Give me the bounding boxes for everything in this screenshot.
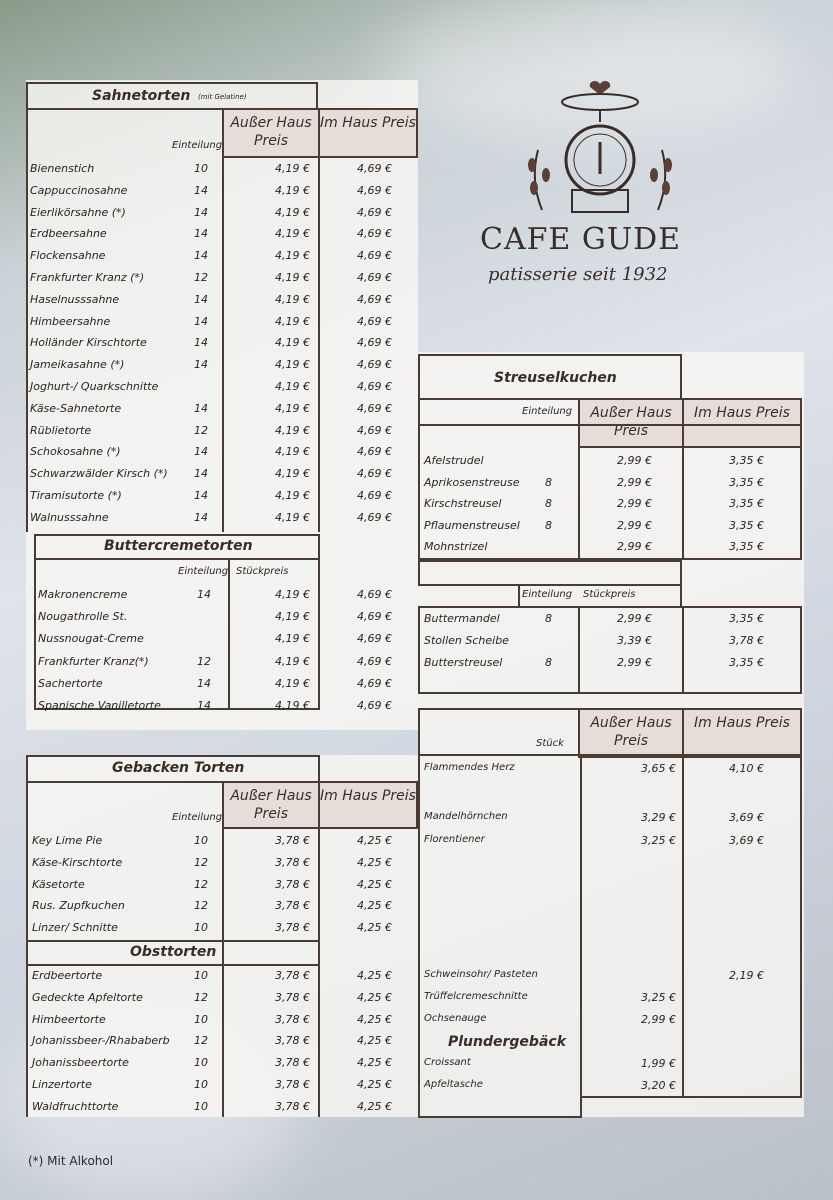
row-price-ausser: 2,99 € <box>617 475 652 489</box>
row-name: Gedeckte Apfeltorte <box>32 990 143 1004</box>
row-price-ausser: 4,19 € <box>275 249 310 263</box>
row-price-im: 4,25 € <box>357 1034 392 1048</box>
row-price-ausser: 4,19 € <box>275 489 310 502</box>
row-price-ausser: 2,99 € <box>617 454 652 467</box>
stueck-col-stueck: Stück <box>536 738 564 749</box>
gebacken-col-ausser: Außer Haus Preis <box>222 781 320 829</box>
streusel-col-ausser: Außer Haus Preis <box>578 398 684 448</box>
stueck-col-ausser: Außer Haus Preis <box>578 708 684 758</box>
row-price-im: 4,69 € <box>357 588 392 601</box>
streusel2-frame-mid <box>578 606 580 694</box>
row-price-ausser: 3,78 € <box>275 969 310 982</box>
sahne-col-ausser: Außer Haus Preis <box>222 108 320 158</box>
row-name: Key Lime Pie <box>32 834 103 847</box>
row-name: Johanissbeertorte <box>32 1056 129 1070</box>
row-name: Frankfurter Kranz (*) <box>30 271 145 284</box>
row-price-im: 4,69 € <box>357 227 392 241</box>
row-einteilung: 8 <box>545 656 552 669</box>
row-einteilung: 10 <box>194 1056 208 1070</box>
row-name: Erdbeersahne <box>30 227 107 241</box>
plunder-title: Plundergebäck <box>448 1034 567 1050</box>
row-einteilung: 14 <box>194 445 208 459</box>
row-price-ausser: 4,19 € <box>275 699 310 712</box>
row-price-ausser: 4,19 € <box>275 358 310 372</box>
row-einteilung: 14 <box>194 510 208 524</box>
row-name: Mohnstrizel <box>424 540 488 553</box>
row-price-ausser: 3,25 € <box>641 991 676 1004</box>
row-price-im: 4,69 € <box>357 654 392 668</box>
row-name: Schokosahne (*) <box>30 445 121 459</box>
obst-title: Obsttorten <box>130 944 217 960</box>
row-price-ausser: 2,99 € <box>617 518 652 532</box>
row-price-im: 3,35 € <box>729 612 764 625</box>
row-name: Trüffelcremeschnitte <box>424 991 528 1002</box>
row-einteilung: 8 <box>545 475 552 489</box>
row-name: Apfeltasche <box>424 1079 483 1090</box>
row-name: Käse-Sahnetorte <box>30 401 122 415</box>
row-einteilung: 8 <box>545 497 552 510</box>
row-price-ausser: 2,99 € <box>617 540 652 553</box>
row-price-ausser: 3,20 € <box>641 1079 676 1092</box>
row-price-ausser: 4,19 € <box>275 183 310 197</box>
row-einteilung: 14 <box>197 588 211 601</box>
row-name: Schweinsohr/ Pasteten <box>424 969 538 980</box>
row-name: Flockensahne <box>30 249 106 263</box>
row-einteilung: 12 <box>194 877 208 891</box>
row-einteilung: 12 <box>194 423 208 437</box>
row-price-im: 4,69 € <box>357 489 392 502</box>
row-price-im: 4,25 € <box>357 969 392 982</box>
row-price-im: 4,25 € <box>357 834 392 847</box>
row-name: Aprikosenstreuse <box>424 475 520 489</box>
row-price-ausser: 4,19 € <box>275 510 310 524</box>
streusel-spacer <box>418 560 682 586</box>
row-price-ausser: 4,19 € <box>275 632 310 646</box>
gebacken-frame-right <box>318 827 320 1117</box>
row-price-im: 3,35 € <box>729 475 764 489</box>
row-price-ausser: 3,29 € <box>641 811 676 824</box>
row-price-ausser: 4,19 € <box>275 271 310 284</box>
row-price-im: 4,25 € <box>357 990 392 1004</box>
row-price-ausser: 4,19 € <box>275 610 310 624</box>
row-price-im: 4,69 € <box>357 610 392 624</box>
row-price-ausser: 4,19 € <box>275 162 310 175</box>
row-name: Erdbeertorte <box>32 969 103 982</box>
streusel-frame-right <box>682 446 684 560</box>
gebacken-col-einteilung: Einteilung <box>172 812 223 823</box>
row-einteilung: 10 <box>194 921 208 935</box>
row-einteilung: 8 <box>545 612 552 625</box>
row-price-im: 4,69 € <box>357 336 392 350</box>
row-price-ausser: 3,78 € <box>275 834 310 847</box>
row-price-im: 4,69 € <box>357 423 392 437</box>
row-price-im: 4,25 € <box>357 877 392 891</box>
row-name: Pflaumenstreusel <box>424 518 520 532</box>
row-einteilung: 12 <box>197 654 211 668</box>
row-name: Bienenstich <box>30 162 95 175</box>
row-price-ausser: 4,19 € <box>275 654 310 668</box>
row-name: Flammendes Herz <box>424 762 515 773</box>
streusel-col-einteilung: Einteilung <box>522 406 573 417</box>
row-price-ausser: 3,78 € <box>275 1056 310 1070</box>
row-price-im: 2,19 € <box>729 969 764 982</box>
row-price-im: 4,25 € <box>357 921 392 935</box>
row-price-im: 4,69 € <box>357 162 392 175</box>
row-einteilung: 14 <box>194 336 208 350</box>
row-einteilung: 12 <box>194 1034 208 1048</box>
row-name: Holländer Kirschtorte <box>30 336 147 350</box>
row-price-im: 4,25 € <box>357 855 392 869</box>
row-name: Walnusssahne <box>30 510 109 524</box>
row-name: Jameikasahne (*) <box>30 358 125 372</box>
scale-icon <box>480 70 740 220</box>
row-einteilung: 12 <box>194 899 208 913</box>
row-price-ausser: 4,19 € <box>275 467 310 481</box>
row-einteilung: 14 <box>194 183 208 197</box>
row-price-im: 4,25 € <box>357 1099 392 1113</box>
row-price-im: 4,69 € <box>357 292 392 306</box>
row-einteilung: 12 <box>194 855 208 869</box>
row-price-ausser: 3,78 € <box>275 877 310 891</box>
streusel2-col-stueck: Stückpreis <box>583 589 636 600</box>
row-einteilung: 8 <box>545 518 552 532</box>
row-name: Makronencreme <box>38 588 128 601</box>
row-price-im: 4,69 € <box>357 358 392 372</box>
row-price-im: 4,69 € <box>357 632 392 646</box>
row-price-im: 4,69 € <box>357 510 392 524</box>
sahne-frame-left <box>26 108 28 532</box>
row-einteilung: 10 <box>194 834 208 847</box>
sahnetorten-title: Sahnetorten <box>92 88 191 104</box>
butter-col-einteilung: Einteilung <box>178 566 229 577</box>
row-name: Waldfruchttorte <box>32 1099 119 1113</box>
row-price-ausser: 4,19 € <box>275 292 310 306</box>
row-price-ausser: 4,19 € <box>275 588 310 601</box>
row-einteilung: 14 <box>194 227 208 241</box>
row-name: Joghurt-/ Quarkschnitte <box>30 380 159 393</box>
butter-col-stueck: Stückpreis <box>236 566 289 577</box>
stueck-price-frame <box>580 754 802 1098</box>
row-einteilung: 14 <box>194 358 208 372</box>
row-name: Mandelhörnchen <box>424 811 508 822</box>
footnote: (*) Mit Alkohol <box>28 1154 114 1168</box>
gebacken-col-im: Im Haus Preis <box>318 781 418 829</box>
row-name: Croissant <box>424 1057 471 1068</box>
row-price-ausser: 4,19 € <box>275 445 310 459</box>
row-price-im: 3,69 € <box>729 811 764 824</box>
row-price-im: 3,35 € <box>729 454 764 467</box>
row-einteilung: 12 <box>194 990 208 1004</box>
buttercreme-title: Buttercremetorten <box>104 538 253 554</box>
row-price-ausser: 2,99 € <box>617 497 652 510</box>
row-name: Buttermandel <box>424 612 500 625</box>
sahne-frame-right <box>318 156 320 532</box>
row-name: Stollen Scheibe <box>424 634 509 647</box>
row-einteilung: 10 <box>194 1078 208 1091</box>
stueck-frame-right <box>682 754 684 1098</box>
row-price-ausser: 2,99 € <box>617 656 652 669</box>
row-einteilung: 14 <box>194 489 208 502</box>
row-price-im: 3,35 € <box>729 656 764 669</box>
row-einteilung: 12 <box>194 271 208 284</box>
row-price-ausser: 3,25 € <box>641 834 676 847</box>
row-einteilung: 14 <box>194 292 208 306</box>
row-price-im: 3,78 € <box>729 634 764 647</box>
streusel-col-im: Im Haus Preis <box>682 398 802 448</box>
row-price-ausser: 4,19 € <box>275 336 310 350</box>
row-name: Nougathrolle St. <box>38 610 128 624</box>
row-price-im: 4,69 € <box>357 314 392 328</box>
row-price-ausser: 3,65 € <box>641 762 676 775</box>
streusel-frame-mid <box>578 446 580 560</box>
row-name: Nussnougat-Creme <box>38 632 144 646</box>
row-price-ausser: 3,78 € <box>275 899 310 913</box>
row-einteilung: 10 <box>194 162 208 175</box>
row-einteilung: 10 <box>194 1099 208 1113</box>
row-price-ausser: 3,78 € <box>275 921 310 935</box>
row-name: Butterstreusel <box>424 656 503 669</box>
row-price-im: 4,25 € <box>357 1078 392 1091</box>
row-einteilung: 14 <box>194 249 208 263</box>
row-price-im: 4,69 € <box>357 205 392 219</box>
row-name: Schwarzwälder Kirsch (*) <box>30 467 168 481</box>
row-einteilung: 14 <box>194 401 208 415</box>
row-name: Himbeertorte <box>32 1012 106 1026</box>
row-price-ausser: 4,19 € <box>275 423 310 437</box>
row-price-im: 4,10 € <box>729 762 764 775</box>
row-name: Florentiener <box>424 834 485 845</box>
row-price-ausser: 3,78 € <box>275 1078 310 1091</box>
row-name: Haselnusssahne <box>30 292 120 306</box>
row-einteilung: 14 <box>194 205 208 219</box>
butter-frame-mid <box>228 558 230 710</box>
row-name: Frankfurter Kranz(*) <box>38 654 149 668</box>
row-price-im: 3,35 € <box>729 497 764 510</box>
row-price-ausser: 3,78 € <box>275 990 310 1004</box>
row-price-ausser: 3,78 € <box>275 1099 310 1113</box>
row-name: Käse-Kirschtorte <box>32 855 123 869</box>
row-price-ausser: 4,19 € <box>275 401 310 415</box>
sahne-col-einteilung: Einteilung <box>172 140 223 151</box>
row-name: Linzertorte <box>32 1078 92 1091</box>
row-einteilung: 14 <box>194 314 208 328</box>
row-name: Sachertorte <box>38 676 103 690</box>
row-name: Kirschstreusel <box>424 497 502 510</box>
row-price-im: 4,69 € <box>357 401 392 415</box>
row-price-im: 4,25 € <box>357 1056 392 1070</box>
row-price-im: 4,69 € <box>357 676 392 690</box>
row-price-im: 4,69 € <box>357 380 392 393</box>
row-einteilung: 14 <box>197 676 211 690</box>
row-price-ausser: 2,99 € <box>641 1013 676 1026</box>
row-name: Rus. Zupfkuchen <box>32 899 125 913</box>
row-price-ausser: 4,19 € <box>275 380 310 393</box>
row-price-ausser: 3,78 € <box>275 1012 310 1026</box>
row-price-im: 4,25 € <box>357 899 392 913</box>
row-name: Eierlikörsahne (*) <box>30 205 126 219</box>
sahne-frame-mid <box>222 156 224 532</box>
row-name: Käsetorte <box>32 877 85 891</box>
row-price-im: 4,25 € <box>357 1012 392 1026</box>
row-name: Cappuccinosahne <box>30 183 128 197</box>
gebacken-title: Gebacken Torten <box>112 760 245 776</box>
stueck-col-im: Im Haus Preis <box>682 708 802 758</box>
row-price-im: 4,69 € <box>357 467 392 481</box>
row-name: Johanissbeer-/Rhababerb <box>32 1034 170 1048</box>
sahnetorten-note: (mit Gelatine) <box>198 93 247 101</box>
row-price-im: 3,69 € <box>729 834 764 847</box>
logo <box>480 70 740 290</box>
row-einteilung: 10 <box>194 969 208 982</box>
streusel-title: Streuselkuchen <box>494 370 617 386</box>
row-price-im: 4,69 € <box>357 271 392 284</box>
streusel2-frame-right <box>682 606 684 694</box>
row-name: Tiramisutorte (*) <box>30 489 122 502</box>
row-price-im: 4,69 € <box>357 445 392 459</box>
streusel2-col-einteilung: Einteilung <box>522 589 573 600</box>
row-price-ausser: 2,99 € <box>617 612 652 625</box>
row-name: Linzer/ Schnitte <box>32 921 118 935</box>
row-price-im: 4,69 € <box>357 249 392 263</box>
row-price-ausser: 1,99 € <box>641 1057 676 1070</box>
row-price-im: 3,35 € <box>729 540 764 553</box>
row-name: Himbeersahne <box>30 314 111 328</box>
row-price-ausser: 4,19 € <box>275 314 310 328</box>
row-name: Rüblietorte <box>30 423 92 437</box>
row-einteilung: 14 <box>197 699 211 712</box>
row-name: Afelstrudel <box>424 454 484 467</box>
row-price-ausser: 3,39 € <box>617 634 652 647</box>
row-einteilung: 14 <box>194 467 208 481</box>
row-einteilung: 10 <box>194 1012 208 1026</box>
logo-subtitle: patisserie seit 1932 <box>488 264 668 285</box>
row-price-ausser: 3,78 € <box>275 855 310 869</box>
logo-title: CAFE GUDE <box>480 222 682 257</box>
row-price-ausser: 4,19 € <box>275 205 310 219</box>
gebacken-frame-mid <box>222 827 224 1117</box>
sahne-col-im: Im Haus Preis <box>318 108 418 158</box>
row-name: Ochsenauge <box>424 1013 487 1024</box>
row-price-im: 4,69 € <box>357 183 392 197</box>
row-price-im: 4,69 € <box>357 699 392 712</box>
row-price-ausser: 4,19 € <box>275 227 310 241</box>
row-name: Spanische Vanilletorte <box>38 699 161 712</box>
row-price-ausser: 3,78 € <box>275 1034 310 1048</box>
row-price-im: 3,35 € <box>729 518 764 532</box>
row-price-ausser: 4,19 € <box>275 676 310 690</box>
